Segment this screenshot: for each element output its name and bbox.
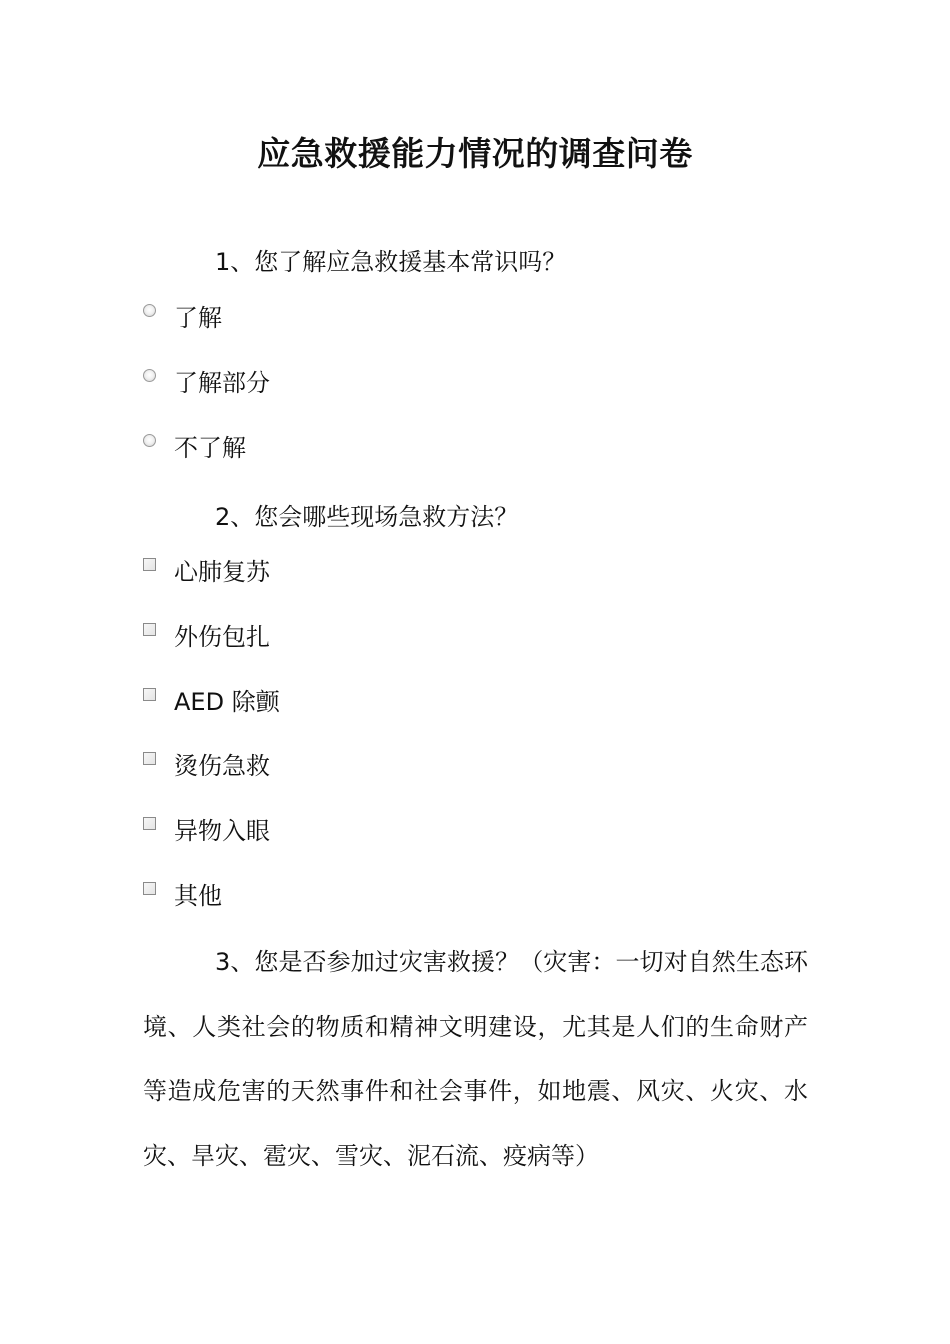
q2-option-6[interactable] <box>143 875 222 911</box>
q2-option-3[interactable] <box>143 681 280 717</box>
q1-option-1[interactable] <box>143 297 222 333</box>
q2-option-2[interactable] <box>143 616 270 652</box>
q1-option-2[interactable] <box>143 362 270 398</box>
option-label: 不了解 <box>174 433 246 462</box>
q2-option-4[interactable] <box>143 745 270 781</box>
checkbox[interactable] <box>143 882 156 895</box>
checkbox[interactable] <box>143 688 156 701</box>
question-1: 1、您了解应急救援基本常识吗？ <box>215 248 567 276</box>
radio-button[interactable] <box>143 434 156 447</box>
option-label: 了解 <box>174 303 222 332</box>
option-label: 其他 <box>174 881 222 910</box>
q1-option-3[interactable] <box>143 427 246 463</box>
option-label: 异物入眼 <box>174 816 270 845</box>
option-label: 了解部分 <box>174 368 270 397</box>
checkbox[interactable] <box>143 752 156 765</box>
radio-button[interactable] <box>143 304 156 317</box>
q2-option-5[interactable] <box>143 810 270 846</box>
checkbox[interactable] <box>143 817 156 830</box>
question-2: 2、您会哪些现场急救方法？ <box>215 503 519 531</box>
option-label: 外伤包扎 <box>174 622 270 651</box>
question-3: 3、您是否参加过灾害救援？（灾害：一切对自然生态环境、人类社会的物质和精神文明建设，尤其是人们的生命财产等造成危害的天然事件和社会事件，如地震、风灾、火灾、水灾、旱灾、雹灾、雪灾、泥石流、疫病等） <box>143 948 808 1170</box>
checkbox[interactable] <box>143 623 156 636</box>
radio-button[interactable] <box>143 369 156 382</box>
option-label: 烫伤急救 <box>174 751 270 780</box>
q2-option-1[interactable] <box>143 551 270 587</box>
option-label: AED 除颤 <box>174 687 280 716</box>
page-title: 应急救援能力情况的调查问卷 <box>257 134 693 173</box>
checkbox[interactable] <box>143 558 156 571</box>
option-label: 心肺复苏 <box>174 557 270 586</box>
